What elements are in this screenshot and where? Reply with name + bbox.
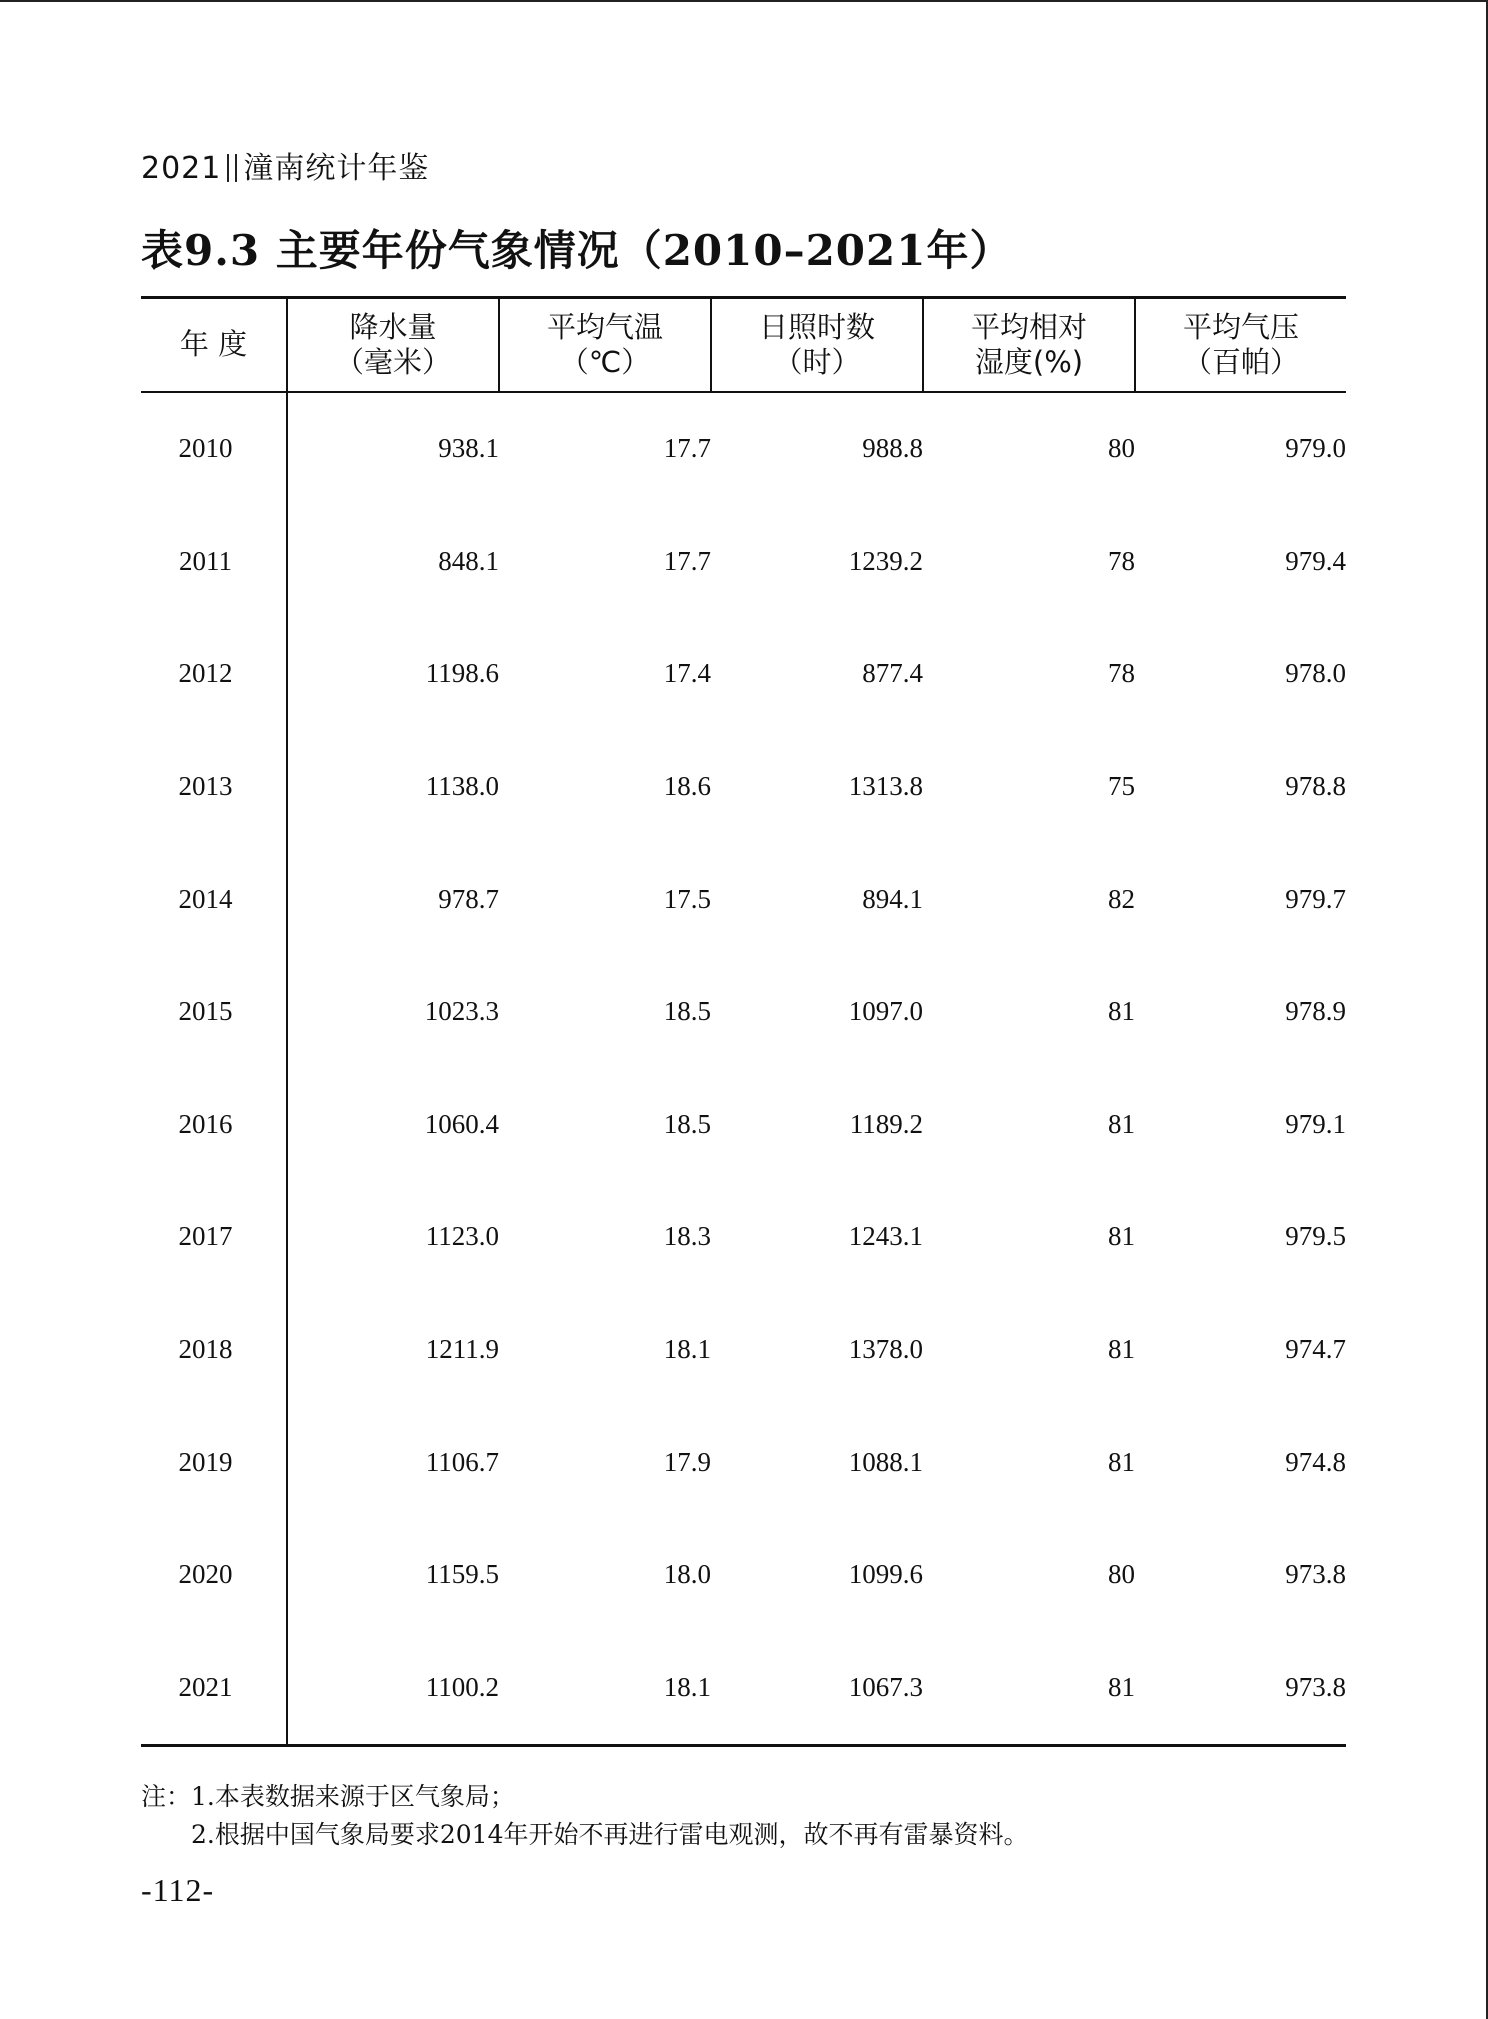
table-row [141,1293,1346,1406]
precipitation-cell: 1106.7 [425,1446,499,1477]
temperature-cell: 18.5 [663,1108,711,1139]
sunshine-cell: 1243.1 [848,1221,923,1252]
sunshine-cell: 894.1 [862,883,923,914]
temperature-cell: 18.3 [663,1221,711,1252]
sunshine-cell: 1067.3 [711,1631,923,1745]
pressure-cell: 979.7 [1285,883,1346,914]
pressure-cell: 978.0 [1285,658,1346,689]
humidity-cell: 78 [1108,658,1135,689]
sunshine-cell: 1099.6 [848,1559,923,1590]
sunshine-cell: 877.4 [862,658,923,689]
year-cell: 2010 [141,392,287,506]
year-cell: 2019 [141,1406,287,1519]
temperature-cell: 18.6 [663,771,711,802]
running-head-separator [227,154,237,182]
pressure-cell: 974.7 [1285,1334,1346,1365]
sunshine-cell: 1088.1 [848,1446,923,1477]
header-avg-humidity: 平均相对 湿度(%) [923,298,1135,392]
year-cell: 2021 [141,1631,287,1745]
table-row [141,1181,1346,1294]
header-sunshine-hours: 日照时数 （时） [711,298,923,392]
header-year: 年 度 [141,298,287,392]
sunshine-cell: 1189.2 [849,1108,923,1139]
year-cell: 2015 [141,955,287,1068]
table-row [141,618,1346,731]
precipitation-cell: 1123.0 [425,1221,499,1252]
temperature-cell: 18.1 [499,1631,711,1745]
pressure-cell: 979.0 [1285,433,1346,464]
precipitation-cell: 1060.4 [424,1108,499,1139]
year-cell: 2014 [141,843,287,956]
pressure-cell: 973.8 [1135,1631,1346,1745]
pressure-cell: 979.5 [1285,1221,1346,1252]
sunshine-cell: 1097.0 [848,996,923,1027]
header-avg-pressure: 平均气压 （百帕） [1135,298,1346,392]
table-notes [141,1778,1028,1854]
table-row [141,392,1346,506]
humidity-cell: 80 [1108,1559,1135,1590]
header-precipitation: 降水量 （毫米） [287,298,499,392]
page-top-rule [0,0,1488,2]
precipitation-cell: 1159.5 [425,1559,499,1590]
precipitation-cell: 1100.2 [287,1631,499,1745]
precipitation-cell: 1211.9 [425,1334,499,1365]
precipitation-cell: 978.7 [438,883,499,914]
running-head [141,143,429,187]
year-cell: 2016 [141,1068,287,1181]
pressure-cell: 973.8 [1285,1559,1346,1590]
temperature-cell: 17.7 [663,545,711,576]
year-cell: 2020 [141,1518,287,1631]
weather-table [141,296,1346,1747]
humidity-cell: 81 [1108,1334,1135,1365]
table-body [141,392,1346,1746]
year-cell: 2013 [141,730,287,843]
table-title: 表9.3 主要年份气象情况（2010–2021年） [141,226,1013,275]
pressure-cell: 979.4 [1285,545,1346,576]
sunshine-cell: 1313.8 [848,771,923,802]
humidity-cell: 80 [1108,433,1135,464]
precipitation-cell: 848.1 [438,545,499,576]
table-row [141,1406,1346,1519]
table-row [141,1068,1346,1181]
humidity-cell: 75 [1108,771,1135,802]
humidity-cell: 81 [1108,1221,1135,1252]
precipitation-cell: 1198.6 [425,658,499,689]
humidity-cell: 81 [1108,1446,1135,1477]
table-row [141,1518,1346,1631]
humidity-cell: 78 [1108,545,1135,576]
year-cell: 2011 [141,505,287,618]
sunshine-cell: 988.8 [862,433,923,464]
note-2: 2.根据中国气象局要求2014年开始不再进行雷电观测，故不再有雷暴资料。 [191,1820,1029,1849]
temperature-cell: 18.1 [663,1334,711,1365]
pressure-cell: 979.1 [1285,1108,1346,1139]
temperature-cell: 17.7 [663,433,711,464]
table-row [141,730,1346,843]
pressure-cell: 978.9 [1285,996,1346,1027]
temperature-cell: 17.5 [663,883,711,914]
temperature-cell: 17.9 [663,1446,711,1477]
pressure-cell: 978.8 [1285,771,1346,802]
precipitation-cell: 938.1 [438,433,499,464]
sunshine-cell: 1239.2 [848,545,923,576]
running-head-year: 2021 [141,151,222,186]
table-row [141,843,1346,956]
pressure-cell: 974.8 [1285,1446,1346,1477]
precipitation-cell: 1138.0 [425,771,499,802]
running-head-book: 潼南统计年鉴 [243,151,430,186]
humidity-cell: 81 [923,1631,1135,1745]
header-avg-temperature: 平均气温 （℃） [499,298,711,392]
humidity-cell: 81 [1108,996,1135,1027]
page-number: -112- [141,1872,215,1908]
table-row [141,1631,1346,1745]
table-row [141,955,1346,1068]
year-cell: 2018 [141,1293,287,1406]
table-row [141,505,1346,618]
temperature-cell: 18.5 [663,996,711,1027]
temperature-cell: 18.0 [663,1559,711,1590]
note-1: 注：1.本表数据来源于区气象局； [141,1782,515,1811]
year-cell: 2017 [141,1181,287,1294]
year-cell: 2012 [141,618,287,731]
table-header-row [141,298,1346,392]
sunshine-cell: 1378.0 [848,1334,923,1365]
humidity-cell: 81 [1108,1108,1135,1139]
precipitation-cell: 1023.3 [424,996,499,1027]
temperature-cell: 17.4 [663,658,711,689]
humidity-cell: 82 [1108,883,1135,914]
